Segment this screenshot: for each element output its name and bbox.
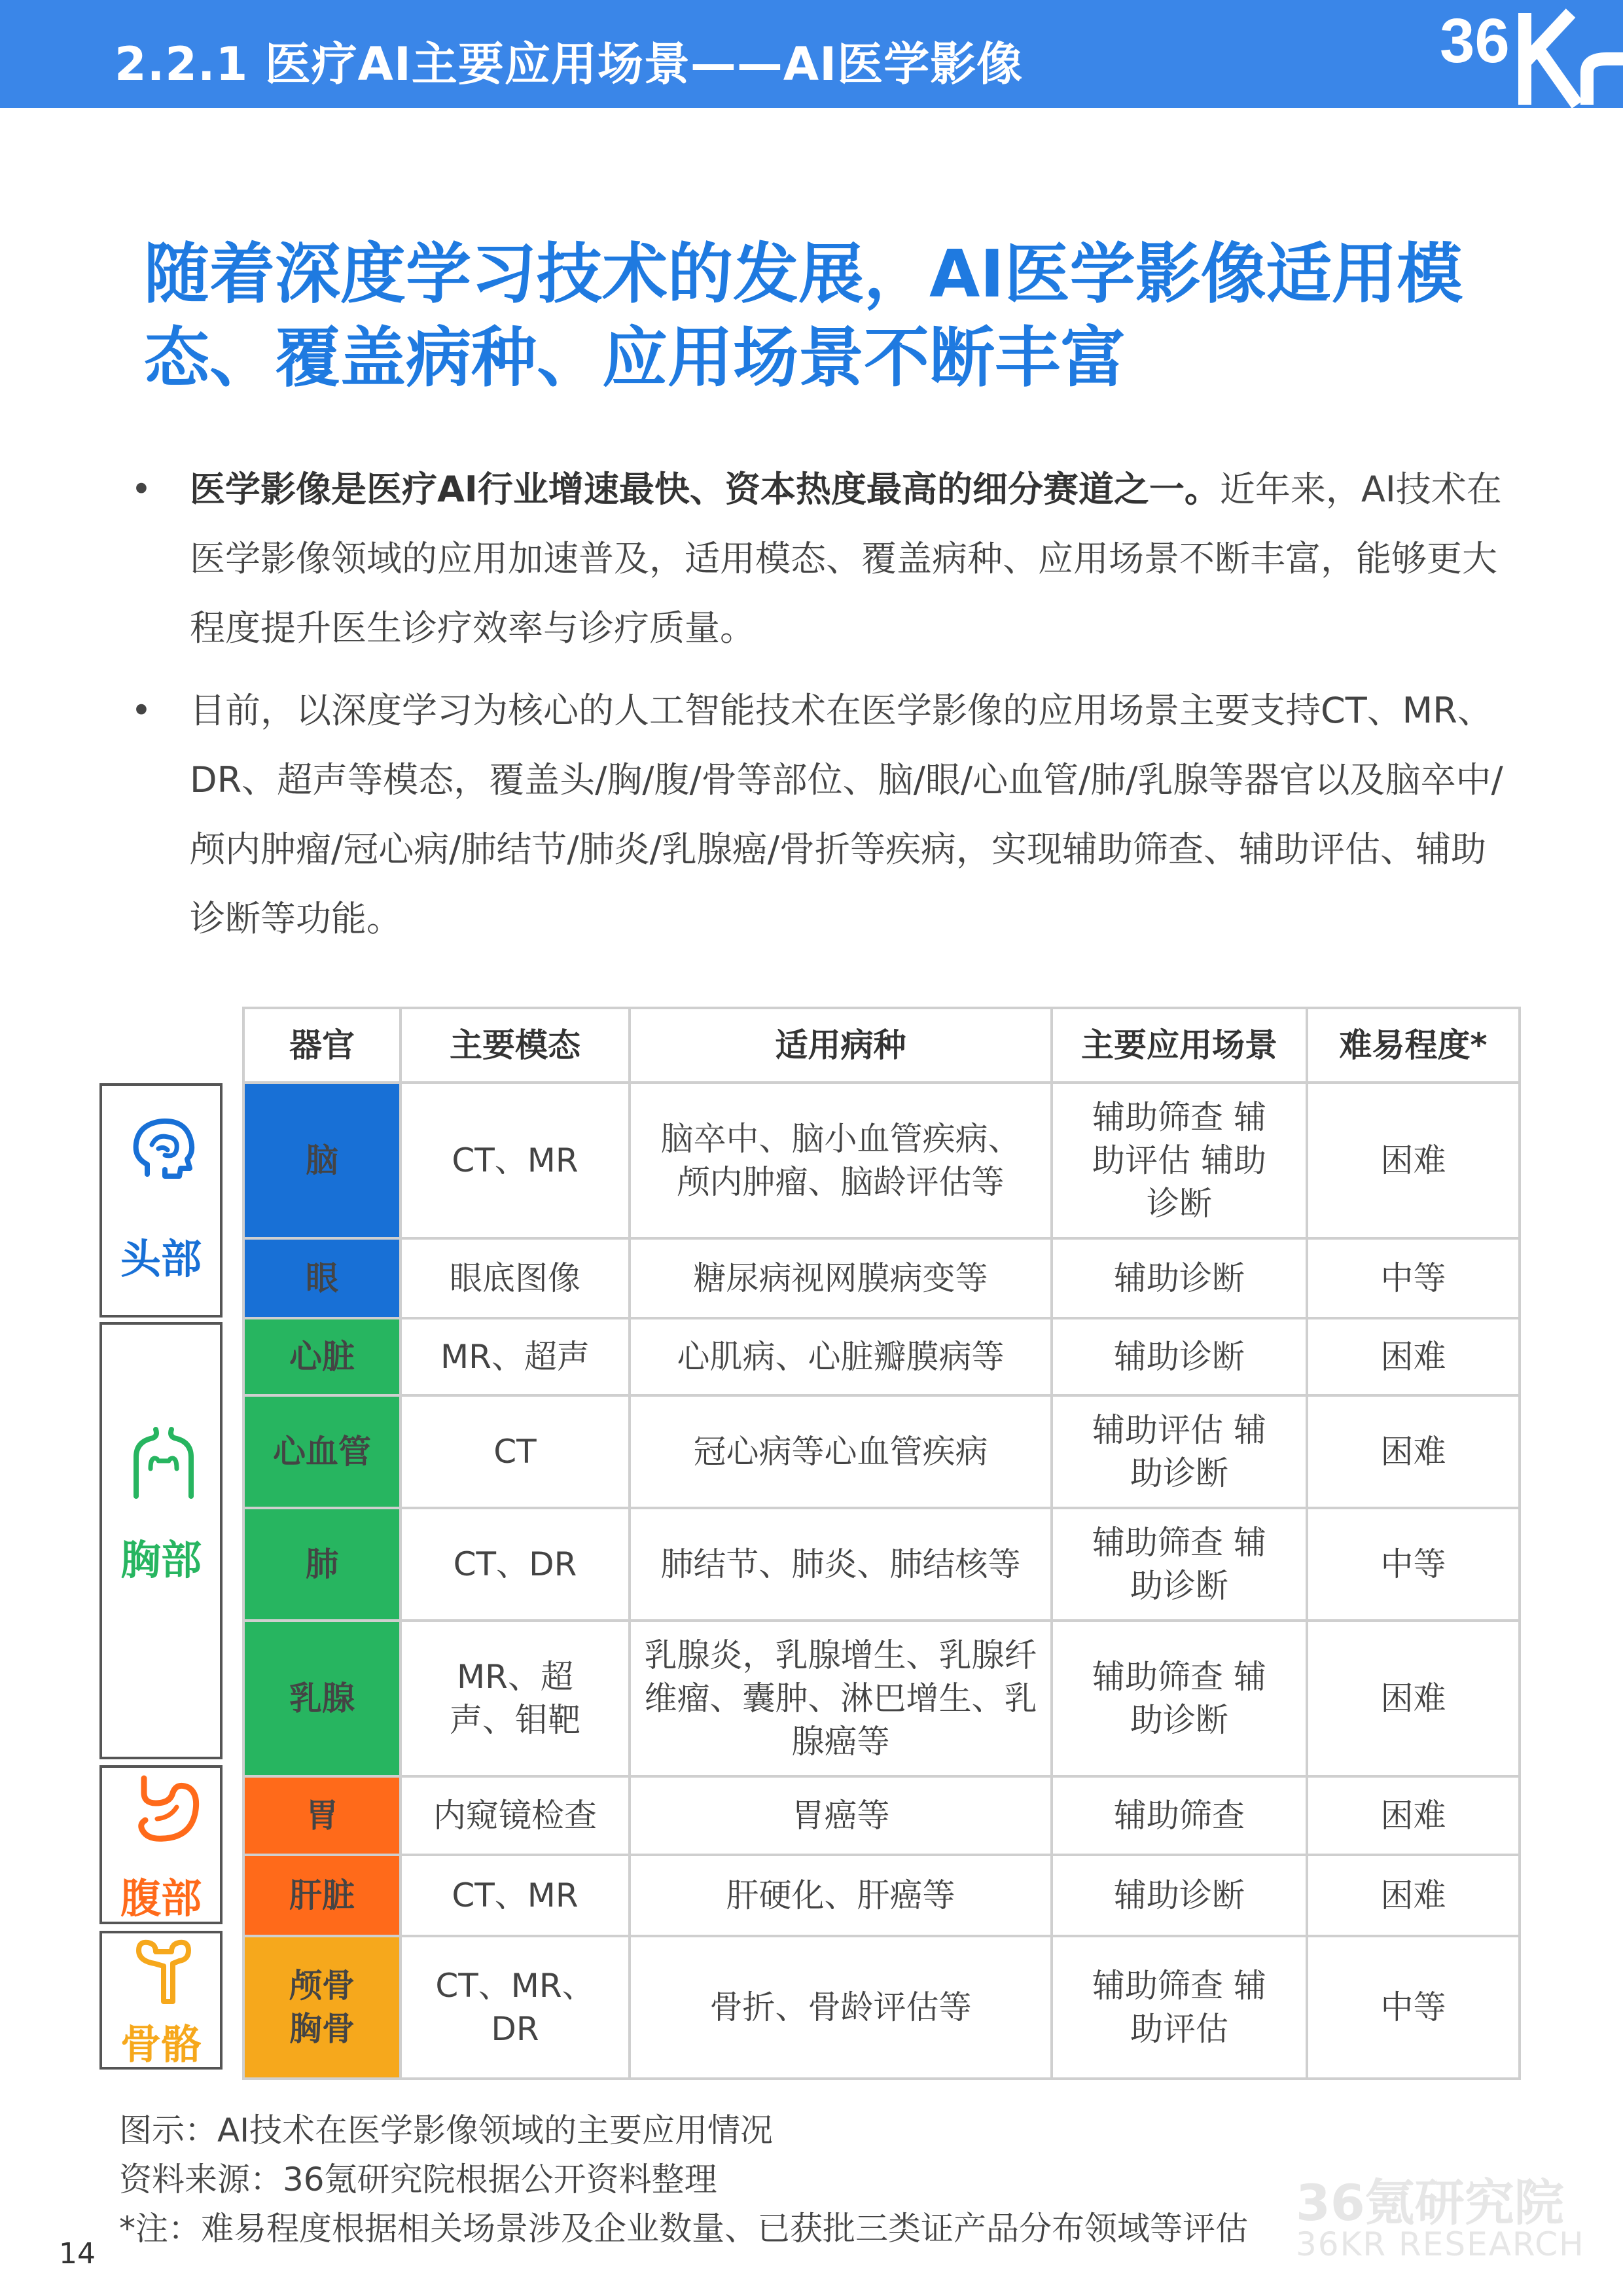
col-header-disease: 适用病种 bbox=[630, 1008, 1052, 1083]
table-row bbox=[243, 1238, 1520, 1318]
table-header-row bbox=[243, 1008, 1520, 1083]
section-title: 2.2.1 医疗AI主要应用场景——AI医学影像 bbox=[115, 37, 1024, 91]
disease-cell: 心肌病、心脏瓣膜病等 bbox=[630, 1318, 1052, 1395]
note-caption: *注：难易程度根据相关场景涉及企业数量、已获批三类证产品分布领域等评估 bbox=[119, 2210, 1248, 2248]
col-header-scenario: 主要应用场景 bbox=[1052, 1008, 1307, 1083]
region-label: 腹部 bbox=[120, 1874, 202, 1922]
headline: 随着深度学习技术的发展，AI医学影像适用模态、覆盖病种、应用场景不断丰富 bbox=[144, 236, 1463, 396]
svg-text:36: 36 bbox=[1440, 6, 1510, 76]
region-bone bbox=[99, 1931, 223, 2070]
modality-cell: MR、超声、钼靶 bbox=[401, 1621, 630, 1776]
modality-cell: CT、DR bbox=[401, 1508, 630, 1621]
col-header-modality: 主要模态 bbox=[401, 1008, 630, 1083]
stomach-icon bbox=[124, 1773, 203, 1845]
scenario-cell: 辅助筛查 辅助诊断 bbox=[1052, 1621, 1307, 1776]
modality-cell: CT、MR bbox=[401, 1083, 630, 1238]
organ-cell: 心脏 bbox=[243, 1318, 401, 1395]
bullet-dot: • bbox=[131, 469, 152, 510]
region-label: 胸部 bbox=[120, 1536, 202, 1584]
table-row bbox=[243, 1936, 1520, 2079]
figure-caption: 图示：AI技术在医学影像领域的主要应用情况 bbox=[119, 2111, 773, 2149]
bullet-bold-text: 医学影像是医疗AI行业增速最快、资本热度最高的细分赛道之一。 bbox=[190, 469, 1220, 510]
region-abdomen bbox=[99, 1765, 223, 1924]
scenario-cell: 辅助评估 辅助诊断 bbox=[1052, 1395, 1307, 1508]
page-number: 14 bbox=[59, 2237, 96, 2270]
organ-cell: 乳腺 bbox=[243, 1621, 401, 1776]
col-header-difficulty: 难易程度* bbox=[1307, 1008, 1520, 1083]
modality-cell: 内窥镜检查 bbox=[401, 1776, 630, 1855]
watermark: 36氪研究院 bbox=[1296, 2174, 1564, 2232]
organ-cell: 眼 bbox=[243, 1238, 401, 1318]
scenario-cell: 辅助诊断 bbox=[1052, 1855, 1307, 1936]
difficulty-cell: 困难 bbox=[1307, 1855, 1520, 1936]
table-row bbox=[243, 1508, 1520, 1621]
table-row bbox=[243, 1621, 1520, 1776]
table-row bbox=[243, 1776, 1520, 1855]
table-row bbox=[243, 1318, 1520, 1395]
region-chest bbox=[99, 1322, 223, 1759]
organ-cell: 肝脏 bbox=[243, 1855, 401, 1936]
difficulty-cell: 困难 bbox=[1307, 1621, 1520, 1776]
table-row bbox=[243, 1855, 1520, 1936]
table-row bbox=[243, 1395, 1520, 1508]
scenario-cell: 辅助筛查 辅助评估 bbox=[1052, 1936, 1307, 2079]
source-caption: 资料来源：36氪研究院根据公开资料整理 bbox=[119, 2161, 717, 2198]
difficulty-cell: 中等 bbox=[1307, 1936, 1520, 2079]
brain-icon bbox=[124, 1112, 203, 1191]
organ-cell: 胃 bbox=[243, 1776, 401, 1855]
disease-cell: 脑卒中、脑小血管疾病、颅内肿瘤、脑龄评估等 bbox=[630, 1083, 1052, 1238]
header-bar bbox=[0, 0, 1623, 108]
bullet-item bbox=[131, 676, 1505, 954]
disease-cell: 乳腺炎，乳腺增生、乳腺纤维瘤、囊肿、淋巴增生、乳腺癌等 bbox=[630, 1621, 1052, 1776]
region-head bbox=[99, 1083, 223, 1318]
bone-icon bbox=[124, 1937, 203, 2009]
scenario-cell: 辅助筛查 辅助诊断 bbox=[1052, 1508, 1307, 1621]
disease-cell: 冠心病等心血管疾病 bbox=[630, 1395, 1052, 1508]
ai-imaging-table bbox=[242, 1007, 1521, 2080]
difficulty-cell: 困难 bbox=[1307, 1083, 1520, 1238]
organ-cell: 心血管 bbox=[243, 1395, 401, 1508]
table-row bbox=[243, 1083, 1520, 1238]
difficulty-cell: 困难 bbox=[1307, 1395, 1520, 1508]
bullet-text: 近年来，AI技术在医学影像领域的应用加速普及，适用模态、覆盖病种、应用场景不断丰富，能够更大程度提升医生诊疗效率与诊疗质量。 bbox=[190, 469, 1502, 649]
organ-cell: 肺 bbox=[243, 1508, 401, 1621]
chest-icon bbox=[124, 1423, 203, 1501]
scenario-cell: 辅助诊断 bbox=[1052, 1238, 1307, 1318]
scenario-cell: 辅助诊断 bbox=[1052, 1318, 1307, 1395]
modality-cell: CT bbox=[401, 1395, 630, 1508]
bullet-list bbox=[131, 455, 1505, 967]
watermark-sub: 36KR RESEARCH bbox=[1296, 2225, 1585, 2263]
scenario-cell: 辅助筛查 辅助评估 辅助诊断 bbox=[1052, 1083, 1307, 1238]
organ-cell: 颅骨 胸骨 bbox=[243, 1936, 401, 2079]
disease-cell: 肺结节、肺炎、肺结核等 bbox=[630, 1508, 1052, 1621]
disease-cell: 骨折、骨龄评估等 bbox=[630, 1936, 1052, 2079]
bullet-dot: • bbox=[131, 690, 152, 731]
scenario-cell: 辅助筛查 bbox=[1052, 1776, 1307, 1855]
difficulty-cell: 中等 bbox=[1307, 1508, 1520, 1621]
difficulty-cell: 困难 bbox=[1307, 1318, 1520, 1395]
organ-cell: 脑 bbox=[243, 1083, 401, 1238]
modality-cell: CT、MR bbox=[401, 1855, 630, 1936]
modality-cell: 眼底图像 bbox=[401, 1238, 630, 1318]
difficulty-cell: 困难 bbox=[1307, 1776, 1520, 1855]
disease-cell: 胃癌等 bbox=[630, 1776, 1052, 1855]
bullet-text: 目前，以深度学习为核心的人工智能技术在医学影像的应用场景主要支持CT、MR、DR、超声等模态，覆盖头/胸/腹/骨等部位、脑/眼/心血管/肺/乳腺等器官以及脑卒中/颅内肿瘤/冠心病/肺结节/肺炎/乳腺癌/骨折等疾病，实现辅助筛查、辅助评估、辅助诊断等功能。 bbox=[190, 690, 1503, 939]
bullet-item bbox=[131, 455, 1505, 663]
modality-cell: CT、MR、DR bbox=[401, 1936, 630, 2079]
difficulty-cell: 中等 bbox=[1307, 1238, 1520, 1318]
region-label: 头部 bbox=[120, 1235, 202, 1283]
col-header-organ: 器官 bbox=[243, 1008, 401, 1083]
disease-cell: 糖尿病视网膜病变等 bbox=[630, 1238, 1052, 1318]
disease-cell: 肝硬化、肝癌等 bbox=[630, 1855, 1052, 1936]
36kr-logo bbox=[1427, 0, 1623, 108]
region-label: 骨骼 bbox=[120, 2020, 202, 2068]
modality-cell: MR、超声 bbox=[401, 1318, 630, 1395]
